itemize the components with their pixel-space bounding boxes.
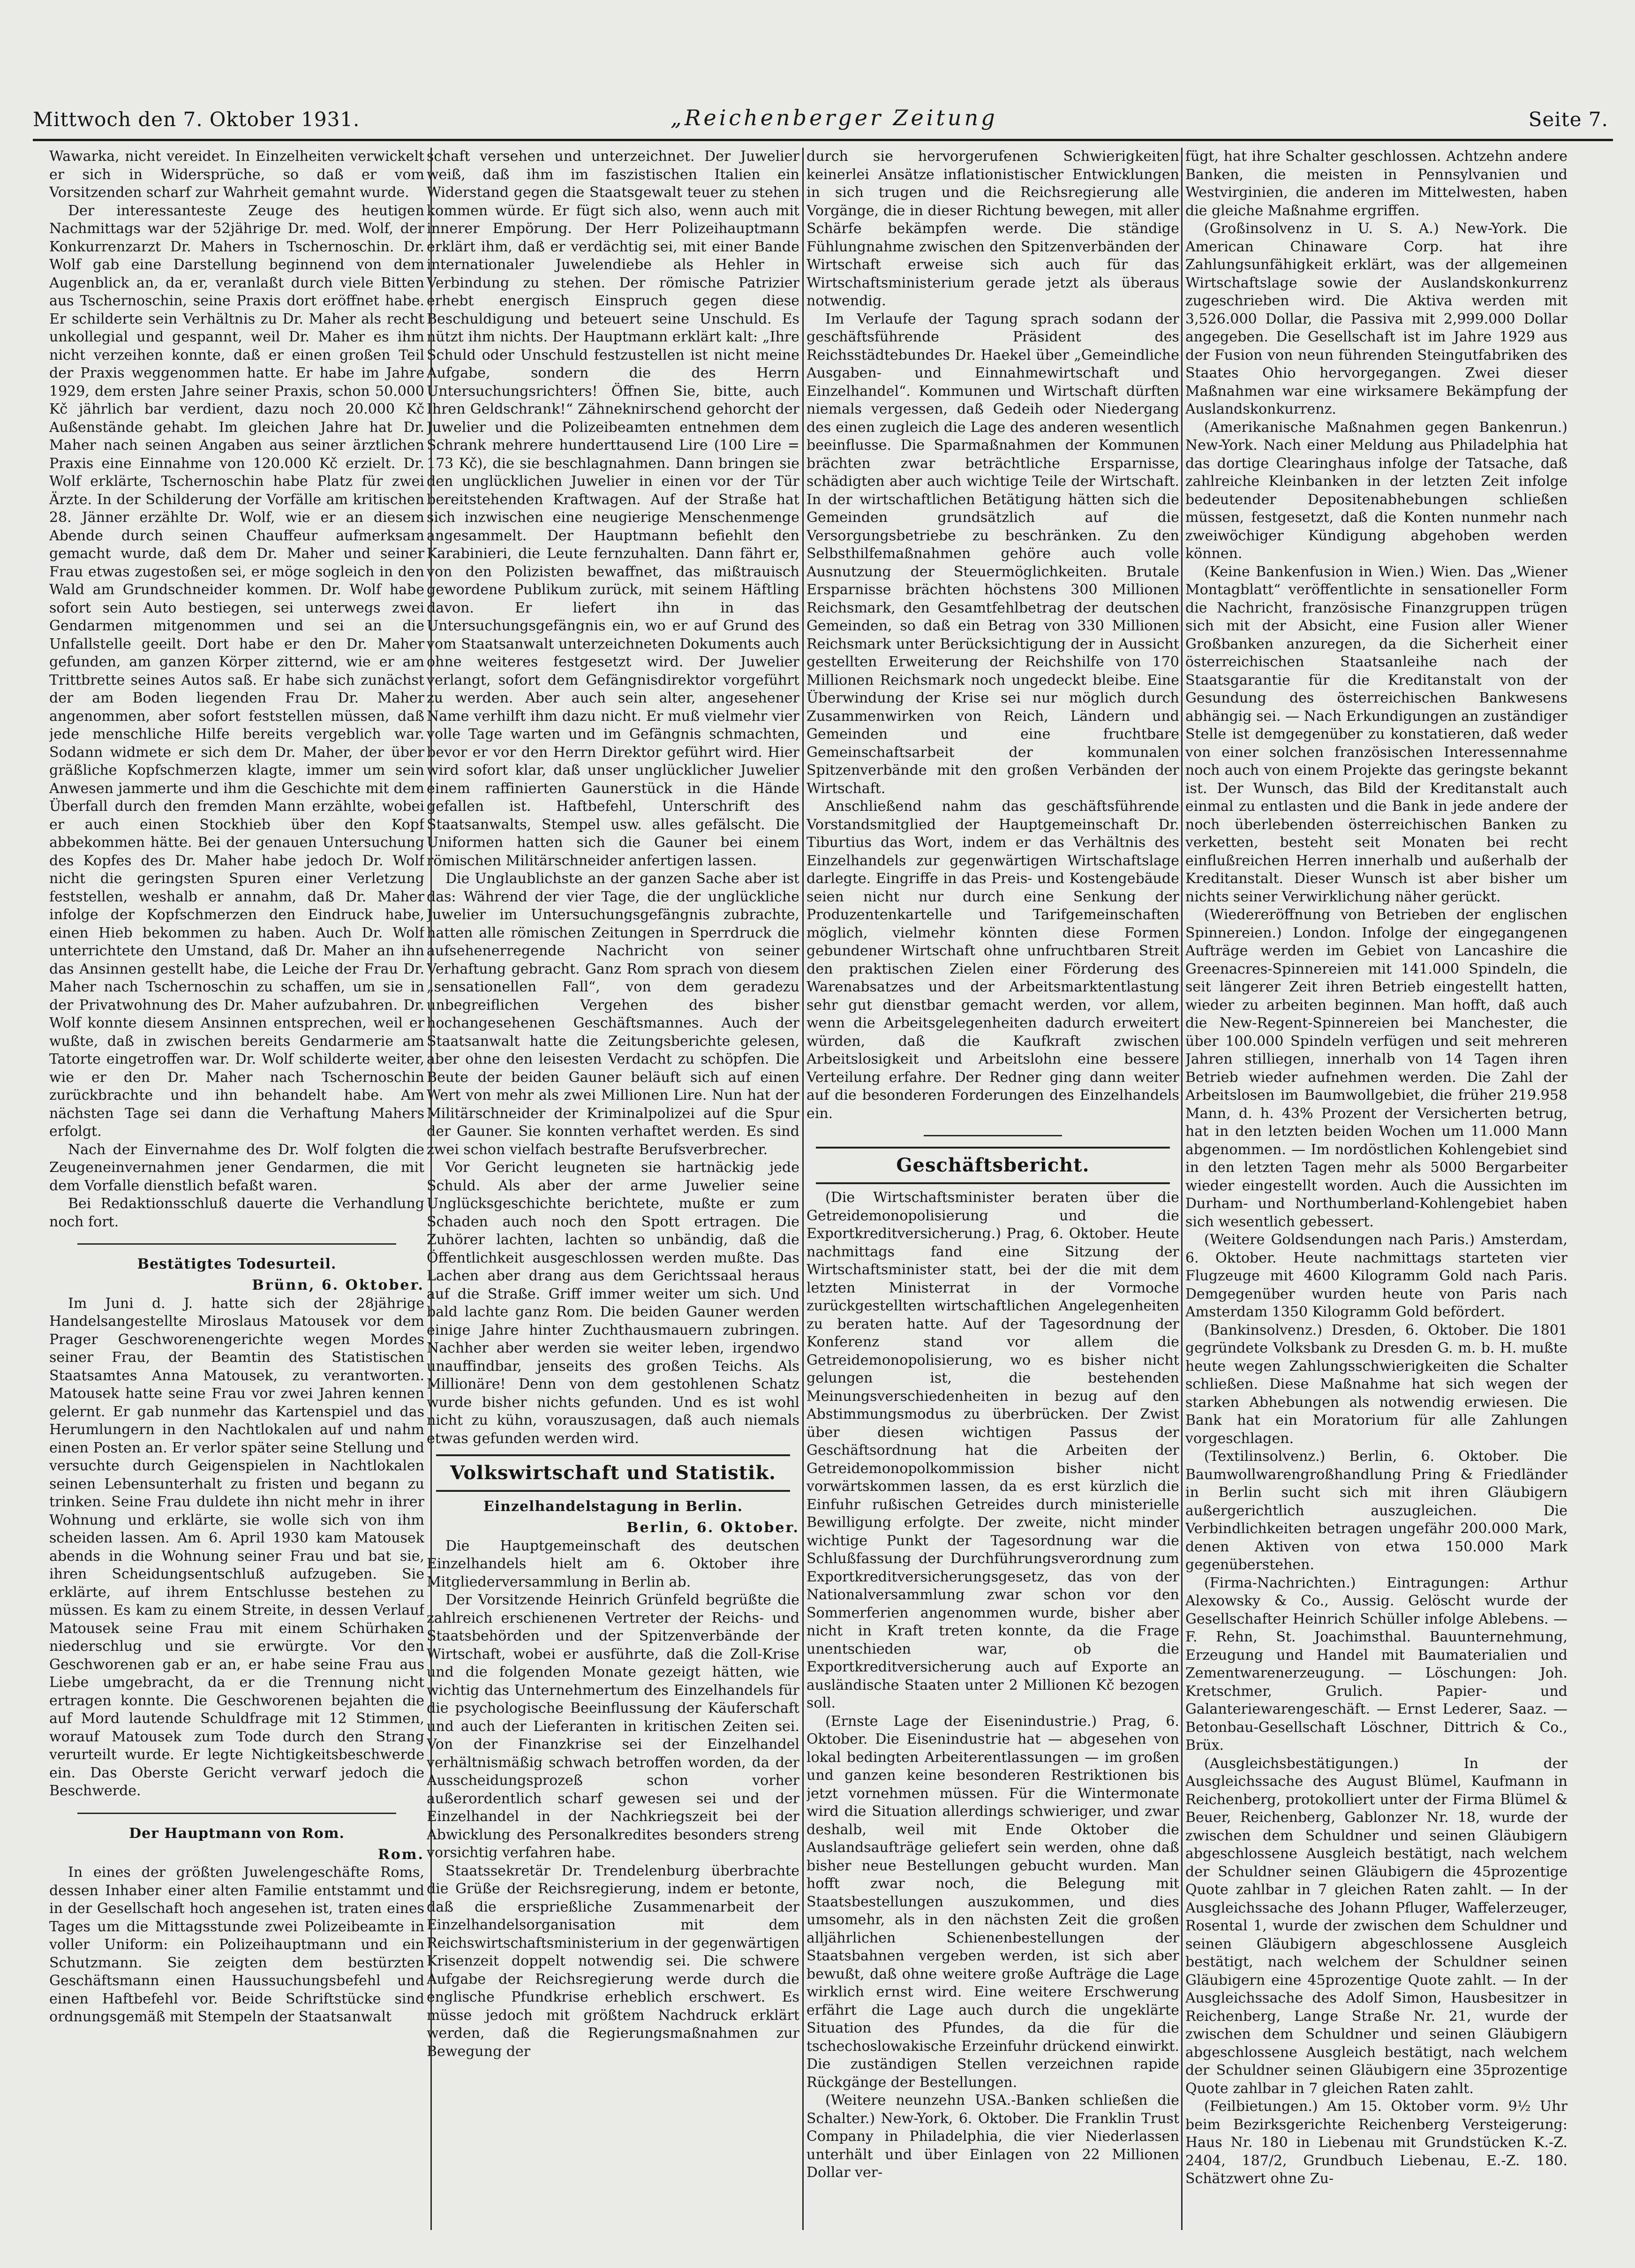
column-1 [49,148,424,2230]
paragraph: (Die Wirtschaftsminister beraten über die Getreidemonopolisierung und die Exportkreditversicherung.) Prag, 6. Oktober. Heute nachmittags fand eine Sitzung der Wirtschaftsminister statt, bei der die mit dem letzten Ministerrat in der Vormoche zurückgestellten wirtschaftlichen Angelegenheiten zu beraten hatte. Auf der Tagesordnung der Konferenz stand vor allem die Getreidemonopolisierung, wo es bisher nicht gelungen ist, die bestehenden Meinungsverschiedenheiten in bezug auf den Abstimmungsmodus zu überbrücken. Der Zwist über diesen wichtigen Passus der Geschäftsordnung hat die Arbeiten der Getreidemonopolkommission bisher nicht vorwärtskommen lassen, da es erst kürzlich die Einfuhr rußischen Getreides durch ministerielle Bewilligung erfolgte. Der zweite, nicht minder wichtige Punkt der Tagesordnung war die Schlußfassung der Durchführungsverordnung zum Exportkreditversicherungsgesetz, das von der Nationalversammlung zwar schon vor den Sommerferien angenommen wurde, bisher aber nicht in Kraft treten konnte, da die Frage unentschieden war, ob die Exportkreditversicherung auch auf Exporte an ausländische Staaten unter 2 Millionen Kč bezogen soll. [806,1189,1179,1711]
paragraph: (Weitere Goldsendungen nach Paris.) Amsterdam, 6. Oktober. Heute nachmittags starteten vier Flugzeuge mit 4600 Kilogramm Gold nach Paris. Demgegenüber wurden heute von Paris nach Amsterdam 1350 Kilogramm Gold befördert. [1185,1232,1567,1320]
paragraph: (Ausgleichsbestätigungen.) In der Ausgleichssache des August Blümel, Kaufmann in Reichenberg, protokolliert unter der Firma Blümel & Beuer, Reichenberg, Gablonzer Nr. 18, wurde der zwischen dem Schuldner und seinen Gläubigern abgeschlossene Ausgleich bestätigt, nach welchem der Schuldner seinen Gläubigern die 45prozentige Quote zahlbar in 7 gleichen Raten zahlt. — In der Ausgleichssache des Johann Pfluger, Waffelerzeuger, Rosental 1, wurde der zwischen dem Schuldner und seinen Gläubigern abgeschlossene Ausgleich bestätigt, nach welchem der Schuldner seinen Gläubigern eine 45prozentige Quote zahlt. — In der Ausgleichssache des Adolf Simon, Hausbesitzer in Reichenberg, Lange Straße Nr. 21, wurde der zwischen dem Schuldner und seinen Gläubigern abgeschlossene Ausgleich bestätigt, nach welchem der Schuldner seinen Gläubigern eine 35prozentige Quote zahlbar in 7 gleichen Raten zahlt. [1185,1755,1567,2097]
article-headline: Der Hauptmann von Rom. [129,1825,345,1842]
newspaper-title: „Reichenberger Zeitung [671,105,998,130]
paragraph: (Firma-Nachrichten.) Eintragungen: Arthur Alexowsky & Co., Aussig. Gelöscht wurde der Gesellschafter Heinrich Schüller infolge Ablebens. — F. Rehn, St. Joachimsthal. Bauunternehmung, Erzeugung und Handel mit Baumaterialien und Zementwarenerzeugung. — Löschungen: Joh. Kretschmer, Grulich. Papier- und Galanteriewarengeschäft. — Ernst Lederer, Saaz. — Betonbau-Gesellschaft Löschner, Dittrich & Co., Brüx. [1185,1574,1567,1754]
paragraph: (Wiedereröffnung von Betrieben der englischen Spinnereien.) London. Infolge der eingegangenen Aufträge werden im Gebiet von Lancashire die Greenacres-Spinnereien mit 141.000 Spindeln, die seit längerer Zeit ihren Betrieb eingestellt hatten, wieder zu arbeiten beginnen. Man hofft, daß auch die New-Regent-Spinnereien bei Manchester, die über 100.000 Spindeln verfügen und seit mehreren Jahren stilliegen, innerhalb von 14 Tagen ihren Betrieb wieder aufnehmen werden. Die Zahl der Arbeitslosen im Baumwollgebiet, die früher 219.958 Mann, d. h. 43% Prozent der Versicherten betrug, hat in den letzten beiden Wochen um 11.000 Mann abgenommen. — Im nordöstlichen Kohlengebiet sind in den letzten Tagen mehr als 5000 Bergarbeiter wieder eingestellt worden. Auch die Aussichten im Durham- und Northumberland-Kohlengebiet haben sich wesentlich gebessert. [1185,907,1567,1230]
header-date: Mittwoch den 7. Oktober 1931. [33,108,360,131]
paragraph: (Weitere neunzehn USA.-Banken schließen die Schalter.) New-York, 6. Oktober. Die Franklin Trust Company in Philadelphia, die vier Niederlassen unterhält und über Einlagen von 22 Millionen Dollar ver- [806,2092,1179,2181]
column-divider [802,148,804,2230]
article-headline: Bestätigtes Todesurteil. [137,1256,337,1272]
paragraph: Der Vorsitzende Heinrich Grünfeld begrüßte die zahlreich erschienenen Vertreter der Reichs- und Staatsbehörden und der Spitzenverbände der Wirtschaft, wobei er ausführte, daß die Zoll-Krise und die folgenden Monate gezeigt hätten, wie wichtig das Unternehmertum des Einzelhandels für die psychologische Beeinflussung der Käuferschaft und auch der Lieferanten in kritischen Zeiten sei. Von der Finanzkrise sei der Einzelhandel verhältnismäßig schwach betroffen worden, da der Ausscheidungsprozeß schon vorher außerordentlich scharf gewesen sei und der Einzelhandel in der Nachkriegszeit bei der Abwicklung des Personalkredites besonders streng vorsichtig verfahren habe. [427,1592,799,1861]
paragraph: (Feilbietungen.) Am 15. Oktober vorm. 9½ Uhr beim Bezirksgerichte Reichenberg Versteigerung: Haus Nr. 180 in Liebenau mit Grundstücken K.-Z. 2404, 187/2, Grundbuch Liebenau, E.-Z. 180. Schätzwert ohne Zu- [1185,2098,1567,2187]
column-3 [806,148,1179,2230]
paragraph: Im Verlaufe der Tagung sprach sodann der geschäftsführende Präsident des Reichsstädtebundes Dr. Haekel über „Gemeindliche Ausgaben- und Einnahmewirtschaft und Einzelhandel“. Kommunen und Wirtschaft dürften niemals vergessen, daß Gedeih oder Niedergang des einen zugleich die Lage des anderen wesentlich beeinflusse. Die Sparmaßnahmen der Kommunen brächten zwar beträchtliche Ersparnisse, schädigten aber auch wichtige Teile der Wirtschaft. In der wirtschaftlichen Betätigung hätten sich die Gemeinden grundsätzlich auf die Versorgungsbetriebe zu beschränken. Zu den Selbsthilfemaßnahmen gehöre auch volle Ausnutzung der Steuermöglichkeiten. Brutale Ersparnisse brächten höchstens 300 Millionen Reichsmark, den Gesamtfehlbetrag der deutschen Gemeinden, so daß ein Betrag von 330 Millionen Reichsmark unter Berücksichtigung der in Aussicht gestellten Erweiterung der Reichshilfe von 170 Millionen Reichsmark noch ungedeckt bleibe. Eine Überwindung der Krise sei nur möglich durch Zusammenwirken von Reich, Ländern und Gemeinden und eine fruchtbare Gemeinschaftsarbeit der kommunalen Spitzenverbände mit den großen Verbänden der Wirtschaft. [806,310,1179,797]
section-headline: Volkswirtschaft und Statistik. [436,1454,790,1492]
paragraph: (Großinsolvenz in U. S. A.) New-York. Die American Chinaware Corp. hat ihre Zahlungsunfähigkeit erklärt, was der allgemeinen Wirtschaftslage sowie der Auslandskonkurrenz zugeschrieben wird. Die Aktiva werden mit 3,526.000 Dollar, die Passiva mit 2,999.000 Dollar angegeben. Die Gesellschaft ist im Jahre 1929 aus der Fusion von neun führenden Steingutfabriken des Staates Ohio hervorgegangen. Zwei dieser Maßnahmen war eine wirksamere Bekämpfung der Auslandskonkurrenz. [1185,220,1567,417]
column-divider [1181,148,1183,2230]
article-headline: Einzelhandelstagung in Berlin. [483,1498,743,1515]
dateline: Rom. [377,1846,424,1863]
page-number: Seite 7. [1528,108,1608,131]
paragraph: Die Hauptgemeinschaft des deutschen Einzelhandels hielt am 6. Oktober ihre Mitgliederversammlung in Berlin ab. [427,1537,799,1590]
dateline: Brünn, 6. Oktober. [252,1277,424,1293]
paragraph: In eines der größten Juwelengeschäfte Roms, dessen Inhaber einer alten Familie entstammt und in der Gesellschaft hoch angesehen ist, traten eines Tages um die Mittagsstunde zwei Polizeibeamte in voller Uniform: ein Polizeihauptmann und ein Schutzmann. Sie zeigten dem bestürzten Geschäftsmann einen Haussuchungsbefehl und einen Haftbefehl vor. Beide Schriftstücke sind ordnungsgemäß mit Stempeln der Staatsanwalt [49,1864,424,2025]
dateline: Berlin, 6. Oktober. [626,1520,799,1536]
paragraph: Staatssekretär Dr. Trendelenburg überbrachte die Grüße der Reichsregierung, indem er betonte, daß die ersprießliche Zusammenarbeit der Einzelhandelsorganisation mit dem Reichswirtschaftsministerium in der gegenwärtigen Krisenzeit doppelt notwendig sei. Die schwere Aufgabe der Reichsregierung werde durch die englische Pfundkrise erheblich erschwert. Es müsse jedoch mit größtem Nachdruck erklärt werden, daß die Regierungsmaßnahmen zur Bewegung der [427,1862,799,2060]
paragraph: Bei Redaktionsschluß dauerte die Verhandlung noch fort. [49,1195,424,1230]
paragraph: Wawarka, nicht vereidet. In Einzelheiten verwickelt er sich in Widersprüche, so daß er vom Vorsitzenden scharf zur Wahrheit gemahnt wurde. [49,148,424,201]
paragraph: (Amerikanische Maßnahmen gegen Bankenrun.) New-York. Nach einer Meldung aus Philadelphia hat das dortige Clearinghaus infolge der Tatsache, daß zahlreiche Kleinbanken in der letzten Zeit infolge bedeutender Depositenabhebungen schließen müssen, festgesetzt, daß die Konten nunmehr nach zweiwöchiger Kündigung abgehoben werden können. [1185,419,1567,562]
paragraph: (Bankinsolvenz.) Dresden, 6. Oktober. Die 1801 gegründete Volksbank zu Dresden G. m. b. H. mußte heute wegen Zahlungsschwierigkeiten die Schalter schließen. Diese Maßnahme hat sich wegen der starken Abhebungen als notwendig erwiesen. Die Bank hat ein Moratorium für alle Zahlungen vorgeschlagen. [1185,1322,1567,1447]
header-rule [33,139,1613,141]
paragraph: Nach der Einvernahme des Dr. Wolf folgten die Zeugeneinvernahmen jener Gendarmen, die mit dem Vorfalle dienstlich befaßt waren. [49,1141,424,1194]
paragraph: Vor Gericht leugneten sie hartnäckig jede Schuld. Als aber der arme Juwelier seine Unglücksgeschichte berichtete, mußte er zum Schaden auch noch den Spott ertragen. Die Zuhörer lachten, lachten so unbändig, daß die Öffentlichkeit ausgeschlossen werden mußte. Das Lachen aber drang aus dem Gerichtssaal heraus auf die Straße. Griff immer weiter um sich. Und bald lachte ganz Rom. Die beiden Gauner werden einige Jahre hinter Zuchthausmauern zubringen. Nachher aber werden sie weiter leben, irgendwo unauffindbar, jenseits des großen Teichs. Als Millionäre! Denn von dem gestohlenen Schatz wurde bisher nichts gefunden. Und es ist wohl nicht zu kühn, vorauszusagen, daß auch niemals etwas gefunden werden wird. [427,1159,799,1447]
paragraph: Anschließend nahm das geschäftsführende Vorstandsmitglied der Hauptgemeinschaft Dr. Tiburtius das Wort, indem er das Verhältnis des Einzelhandels zur gegenwärtigen Wirtschaftslage darlegte. Eingriffe in das Preis- und Kostengebäude seien nicht nur durch eine Senkung der Produzentenkartelle und Tarifgemeinschaften möglich, vielmehr könnten diese Formen gebundener Wirtschaft ohne unfruchtbaren Streit den praktischen Zielen einer Förderung des Warenabsatzes und der Arbeitsmarktentlastung sehr gut dienstbar gemacht werden, vor allem, wenn die Arbeitsgelegenheiten dadurch erweitert würden, daß die Kaufkraft zwischen Arbeitslosigkeit und Arbeitslohn eine bessere Verteilung erfahre. Der Redner ging dann weiter auf die besonderen Forderungen des Einzelhandels ein. [806,798,1179,1122]
paragraph: schaft versehen und unterzeichnet. Der Juwelier weiß, daß ihm im faszistischen Italien ein Widerstand gegen die Staatsgewalt teuer zu stehen kommen würde. Er fügt sich also, wenn auch mit innerer Empörung. Der Herr Polizeihauptmann erklärt ihm, daß er verdächtig sei, mit einer Bande internationaler Juwelendiebe als Hehler in Verbindung zu stehen. Der römische Patrizier erhebt energisch Einspruch gegen diese Beschuldigung und beteuert seine Unschuld. Es nützt ihm nichts. Der Hauptmann erklärt kalt: „Ihre Schuld oder Unschuld festzustellen ist nicht meine Aufgabe, sondern die des Herrn Untersuchungsrichters! Öffnen Sie, bitte, auch Ihren Geldschrank!“ Zähneknirschend gehorcht der Juwelier und die Polizeibeamten entnehmen dem Schrank mehrere hunderttausend Lire (100 Lire = 173 Kč), die sie beschlagnahmen. Dann bringen sie den unglücklichen Juwelier in einen vor der Tür bereitstehenden Kraftwagen. Auf der Straße hat sich inzwischen eine neugierige Menschenmenge angesammelt. Der Hauptmann befiehlt den Karabinieri, die Leute fernzuhalten. Dann fährt er, von den Polizisten bewaffnet, das mißtrauisch gewordene Publikum zurück, mit seinem Häftling davon. Er liefert ihn in das Untersuchungsgefängnis ein, wo er auf Grund des vom Staatsanwalt unterzeichneten Dokuments auch ohne weiteres festgesetzt wird. Der Juwelier verlangt, sofort dem Gefängnisdirektor vorgeführt zu werden. Aber auch sein alter, angesehener Name verhilft ihm dazu nicht. Er muß vielmehr vier volle Tage warten und im Gefängnis schmachten, bevor er vor den Herrn Direktor geführt wird. Hier wird sofort klar, daß unser unglücklicher Juwelier einem raffinierten Gaunerstück in die Hände gefallen ist. Haftbefehl, Unterschrift des Staatsanwalts, Stempel usw. alles gefälscht. Die Uniformen hatten sich die Gauner bei einem römischen Militärschneider anfertigen lassen. [427,148,799,869]
paragraph: (Keine Bankenfusion in Wien.) Wien. Das „Wiener Montagblatt“ veröffentlichte in sensationeller Form die Nachricht, französische Finanzgruppen trügen sich mit der Absicht, eine Fusion aller Wiener Großbanken anzuregen, da die Sicherheit einer österreichischen Staatsanleihe nach der Staatsgarantie für die Kreditanstalt von der Gesundung des österreichischen Bankwesens abhängig sei. — Nach Erkundigungen an zuständiger Stelle ist demgegenüber zu konstatieren, daß weder von einer solchen französischen Interessennahme noch auch von einem Projekte das geringste bekannt ist. Der Wunsch, das Bild der Kreditanstalt auch einmal zu entlasten und die Bank in jede andere der noch überlebenden österreichischen Banken zu verketten, besteht seit Monaten bei recht einflußreichen Herren innerhalb und außerhalb der Kreditanstalt. Dieser Wunsch ist aber bisher um nichts seiner Verwirklichung näher gerückt. [1185,563,1567,905]
page-header [33,98,1608,136]
paragraph: durch sie hervorgerufenen Schwierigkeiten keinerlei Ansätze inflationistischer Entwicklungen in sich trugen und die Reichsregierung alle Vorgänge, die in dieser Richtung bewegen, mit aller Schärfe bekämpfen werde. Die ständige Fühlungnahme zwischen den Spitzenverbänden der Wirtschaft erweise sich auch für das Wirtschaftsministerium gerade jetzt als überaus notwendig. [806,148,1179,309]
paragraph: Im Juni d. J. hatte sich der 28jährige Handelsangestellte Miroslaus Matousek vor dem Prager Geschworenengerichte wegen Mordes seiner Frau, der Beamtin des Statistischen Staatsamtes Anna Matousek, zu verantworten. Matousek hatte seine Frau vor zwei Jahren kennen gelernt. Er gab nunmehr das Kartenspiel und das Herumlungern in den Nachtlokalen auf und nahm einen Posten an. Er verlor später seine Stellung und versuchte durch Geigenspielen in Nachtlokalen seinen Lebensunterhalt zu fristen und begann zu trinken. Seine Frau duldete ihn nicht mehr in ihrer Wohnung und erklärte, sie wolle sich von ihm scheiden lassen. Am 6. April 1930 kam Matousek abends in die Wohnung seiner Frau und bat sie, ihren Scheidungsentschluß aufzugeben. Sie erklärte, auf ihrem Entschlusse bestehen zu müssen. Es kam zu einem Streite, in dessen Verlauf Matousek seine Frau mit einem Schürhaken niederschlug und sie erwürgte. Vor den Geschworenen gab er an, er habe seine Frau aus Liebe umgebracht, da er die Trennung nicht ertragen konnte. Die Geschworenen bejahten die auf Mord lautende Schuldfrage mit 12 Stimmen, worauf Matousek zum Tode durch den Strang verurteilt wurde. Er legte Nichtigkeitsbeschwerde ein. Das Oberste Gericht verwarf jedoch die Beschwerde. [49,1295,424,1799]
separator [924,1135,1062,1136]
separator [77,1243,396,1245]
paragraph: (Ernste Lage der Eisenindustrie.) Prag, 6. Oktober. Die Eisenindustrie hat — abgesehen von lokal bedingten Arbeiterentlassungen — im großen und ganzen keine besonderen Restriktionen bis jetzt vornehmen müssen. Für die Wintermonate wird die Situation allerdings schwieriger, und zwar deshalb, weil mit Ende Oktober die Auslandsaufträge geliefert sein werden, ohne daß bisher neue Bestellungen gebucht wurden. Man hofft zwar noch, die Belegung mit Staatsbestellungen auszukommen, und dies umsomehr, als in den nächsten Zeit die großen alljährlichen Schienenbestellungen der Staatsbahnen vergeben werden, ist sich aber bewußt, daß ohne weitere große Aufträge die Lage wirklich ernst wird. Eine weitere Erschwerung erfährt die Lage auch durch die ungeklärte Situation des Pfundes, da die für die tschechoslowakische Erzeinfuhr drückend einwirkt. Die zuständigen Stellen verzeichnen rapide Rückgänge der Bestellungen. [806,1713,1179,2091]
separator [77,1813,396,1814]
paragraph: (Textilinsolvenz.) Berlin, 6. Oktober. Die Baumwollwarengroßhandlung Pring & Friedländer in Berlin sucht sich mit ihren Gläubigern außergerichtlich auszugleichen. Die Verbindlichkeiten betragen ungefähr 200.000 Mark, denen Aktiven von etwa 150.000 Mark gegenüberstehen. [1185,1448,1567,1573]
column-4 [1185,148,1567,2230]
paragraph: fügt, hat ihre Schalter geschlossen. Achtzehn andere Banken, die meisten in Pennsylvanien und Westvirginien, die anderen im Mittelwesten, haben die gleiche Maßnahme ergriffen. [1185,148,1567,219]
paragraph: Die Unglaublichste an der ganzen Sache aber ist das: Während der vier Tage, die der unglückliche Juwelier im Untersuchungsgefängnis zubrachte, hatten alle römischen Zeitungen in Sperrdruck die aufsehenerregende Nachricht von seiner Verhaftung gebracht. Ganz Rom sprach von diesem „sensationellen Fall“, von dem geradezu unbegreiflichen Vergehen des bisher hochangesehenen Geschäftsmannes. Auch der Staatsanwalt hatte die Zeitungsberichte gelesen, aber ohne den leisesten Verdacht zu schöpfen. Die Beute der beiden Gauner beläuft sich auf einen Wert von mehr als zwei Millionen Lire. Nun hat der Militärschneider der Kriminalpolizei auf die Spur der Gauner. Sie konnten verhaftet werden. Es sind zwei schon vielfach bestrafte Berufsverbrecher. [427,870,799,1158]
column-2 [427,148,799,2230]
paragraph: Der interessanteste Zeuge des heutigen Nachmittags war der 52jährige Dr. med. Wolf, der Konkurrenzarzt Dr. Mahers in Tschernoschin. Dr. Wolf gab eine Darstellung beginnend von dem Augenblick an, da er, veranlaßt durch viele Bitten aus Tschernoschin, seine Praxis dort eröffnet habe. Er schilderte sein Verhältnis zu Dr. Maher als recht unkollegial und gespannt, weil Dr. Maher es ihm nicht verzeihen konnte, daß er einen großen Teil der Praxis weggenommen hatte. Er habe im Jahre 1929, dem ersten Jahre seiner Praxis, schon 50.000 Kč jährlich bar verdient, dazu noch 20.000 Kč Außenstände gehabt. Im gleichen Jahre hat Dr. Maher nach seinen Angaben aus seiner ärztlichen Praxis eine Einnahme von 120.000 Kč erzielt. Dr. Wolf erklärte, Tschernoschin habe Platz für zwei Ärzte. In der Schilderung der Vorfälle am kritischen 28. Jänner erzählte Dr. Wolf, wie er an diesem Abende durch seinen Chauffeur aufmerksam gemacht wurde, daß dem Dr. Maher und seiner Frau etwas zugestoßen sei, er möge sogleich in den Wald am Grundschneider kommen. Dr. Wolf habe sofort sein Auto bestiegen, sei unterwegs zwei Gendarmen mitgenommen und sei an die Unfallstelle geeilt. Dort habe er den Dr. Maher gefunden, am ganzen Körper zitternd, wie er am Trittbrette seines Autos saß. Er habe sich zunächst der am Boden liegenden Frau Dr. Maher angenommen, aber sofort feststellen müssen, daß jede menschliche Hilfe bereits vergeblich war. Sodann widmete er sich dem Dr. Maher, der über gräßliche Kopfschmerzen klagte, immer um sein Anwesen jammerte und ihm die Geschichte mit dem Überfall durch den fremden Mann erzählte, wobei er auch einen Stockhieb über den Kopf abbekommen hätte. Bei der genauen Untersuchung des Kopfes des Dr. Maher habe jedoch Dr. Wolf nicht die geringsten Spuren einer Verletzung feststellen, weshalb er annahm, daß Dr. Maher infolge der Kopfschmerzen den Eindruck habe, einen Hieb bekommen zu haben. Auch Dr. Wolf unterrichtete den Umstand, daß Dr. Maher an ihn das Ansinnen gestellt habe, die Leiche der Frau Dr. Maher nach Tschernoschin zu schaffen, um sie in der Privatwohnung des Dr. Maher aufzubahren. Dr. Wolf konnte diesem Ansinnen entsprechen, weil er wußte, daß in zwischen bereits Gendarmerie am Tatorte eingetroffen war. Dr. Wolf schilderte weiter, wie er den Dr. Maher nach Tschernoschin zurückbrachte und ihn behandelt habe. Am nächsten Tage sei dann die Verhaftung Mahers erfolgt. [49,202,424,1140]
section-headline: Geschäftsbericht. [816,1147,1170,1184]
